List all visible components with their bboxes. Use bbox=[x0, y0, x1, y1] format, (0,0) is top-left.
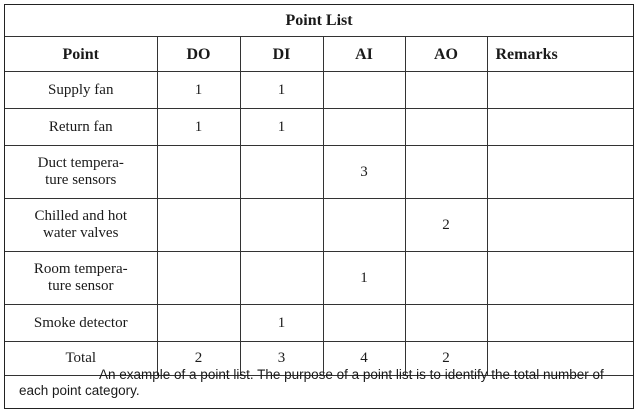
total-label: Total bbox=[5, 342, 157, 376]
point-name bbox=[5, 146, 157, 199]
table-row bbox=[5, 109, 633, 146]
ai-value bbox=[323, 199, 405, 252]
table-row bbox=[5, 72, 633, 109]
di-value: 1 bbox=[240, 72, 323, 109]
ai-total: 4 bbox=[323, 342, 405, 376]
point-name: Supply fan bbox=[5, 72, 157, 109]
di-value bbox=[240, 146, 323, 199]
di-value bbox=[240, 199, 323, 252]
column-header-do: DO bbox=[157, 37, 240, 72]
ao-value: 2 bbox=[405, 199, 487, 252]
point-list-figure bbox=[4, 4, 634, 409]
caption-text: An example of a point list. The purpose of a point list is to identify the total number of each point category. bbox=[19, 367, 604, 398]
remarks-value bbox=[487, 109, 633, 146]
column-header-di: DI bbox=[240, 37, 323, 72]
column-header-point: Point bbox=[5, 37, 157, 72]
do-value: 1 bbox=[157, 72, 240, 109]
ai-value bbox=[323, 305, 405, 342]
di-value bbox=[240, 252, 323, 305]
do-value bbox=[157, 146, 240, 199]
point-name-line-2: ture sensor bbox=[48, 278, 114, 294]
table-row bbox=[5, 305, 633, 342]
remarks-value bbox=[487, 199, 633, 252]
ao-value bbox=[405, 146, 487, 199]
di-value: 1 bbox=[240, 109, 323, 146]
ai-value bbox=[323, 109, 405, 146]
remarks-value bbox=[487, 252, 633, 305]
column-header-ao: AO bbox=[405, 37, 487, 72]
point-name bbox=[5, 199, 157, 252]
do-total: 2 bbox=[157, 342, 240, 376]
figure-caption bbox=[5, 367, 633, 399]
point-name-line-1: Room tempera- bbox=[33, 261, 128, 277]
do-value bbox=[157, 305, 240, 342]
ai-value: 3 bbox=[323, 146, 405, 199]
table-row bbox=[5, 199, 633, 252]
ai-value bbox=[323, 72, 405, 109]
point-name-line-2: ture sensors bbox=[45, 172, 117, 188]
ai-value: 1 bbox=[323, 252, 405, 305]
di-value: 1 bbox=[240, 305, 323, 342]
table-row bbox=[5, 252, 633, 305]
remarks-value bbox=[487, 146, 633, 199]
point-name bbox=[5, 252, 157, 305]
point-name: Smoke detector bbox=[5, 305, 157, 342]
point-name: Return fan bbox=[5, 109, 157, 146]
do-value bbox=[157, 199, 240, 252]
table-row bbox=[5, 146, 633, 199]
ao-value bbox=[405, 252, 487, 305]
do-value bbox=[157, 252, 240, 305]
remarks-value bbox=[487, 72, 633, 109]
point-list-table bbox=[5, 5, 633, 376]
ao-value bbox=[405, 305, 487, 342]
point-name-line-2: water valves bbox=[43, 225, 119, 241]
di-total: 3 bbox=[240, 342, 323, 376]
do-value: 1 bbox=[157, 109, 240, 146]
table-title: Point List bbox=[5, 5, 633, 37]
ao-value bbox=[405, 109, 487, 146]
ao-value bbox=[405, 72, 487, 109]
column-header-ai: AI bbox=[323, 37, 405, 72]
point-name-line-1: Chilled and hot bbox=[34, 208, 127, 224]
column-header-remarks: Remarks bbox=[487, 37, 633, 72]
remarks-value bbox=[487, 305, 633, 342]
point-name-line-1: Duct tempera- bbox=[37, 155, 124, 171]
ao-total: 2 bbox=[405, 342, 487, 376]
